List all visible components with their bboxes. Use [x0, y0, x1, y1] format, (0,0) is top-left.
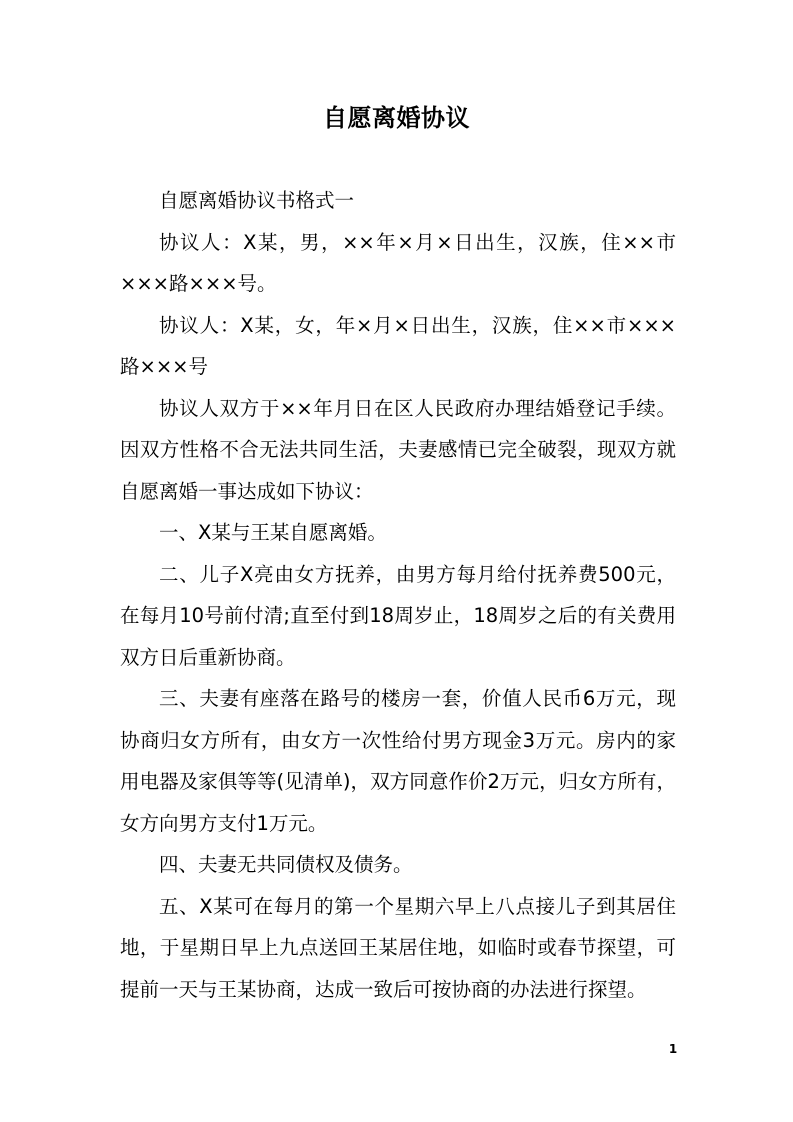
paragraph-clause-two: 二、儿子X亮由女方抚养，由男方每月给付抚养费500元，在每月10号前付清;直至付到18周岁止，18周岁之后的有关费用双方日后重新协商。 — [120, 562, 676, 669]
paragraph-format-heading: 自愿离婚协议书格式一 — [159, 189, 355, 212]
document-body — [120, 180, 676, 1010]
paragraph-party-female: 协议人：X某，女，年×月×日出生，汉族，住××市×××路×××号 — [120, 313, 676, 378]
paragraph-clause-five: 五、X某可在每月的第一个星期六早上八点接儿子到其居住地，于星期日早上九点送回王某居住地，如临时或春节探望，可提前一天与王某协商，达成一致后可按协商的办法进行探望。 — [120, 894, 676, 1001]
paragraph-party-male: 协议人：X某，男，××年×月×日出生，汉族，住××市×××路×××号。 — [120, 230, 676, 295]
page-number: 1 — [668, 1042, 678, 1056]
paragraph-clause-one: 一、X某与王某自愿离婚。 — [159, 521, 387, 544]
document-title: 自愿离婚协议 — [323, 104, 470, 132]
paragraph-marriage-registration: 协议人双方于××年月日在区人民政府办理结婚登记手续。因双方性格不合无法共同生活，夫妻感情已完全破裂，现双方就自愿离婚一事达成如下协议： — [120, 396, 676, 503]
paragraph-clause-four: 四、夫妻无共同债权及债务。 — [159, 853, 413, 876]
paragraph-clause-three: 三、夫妻有座落在路号的楼房一套，价值人民币6万元，现协商归女方所有，由女方一次性给付男方现金3万元。房内的家用电器及家俱等等(见清单)，双方同意作价2万元，归女方所有，女方向男方支付1万元。 — [120, 687, 676, 835]
